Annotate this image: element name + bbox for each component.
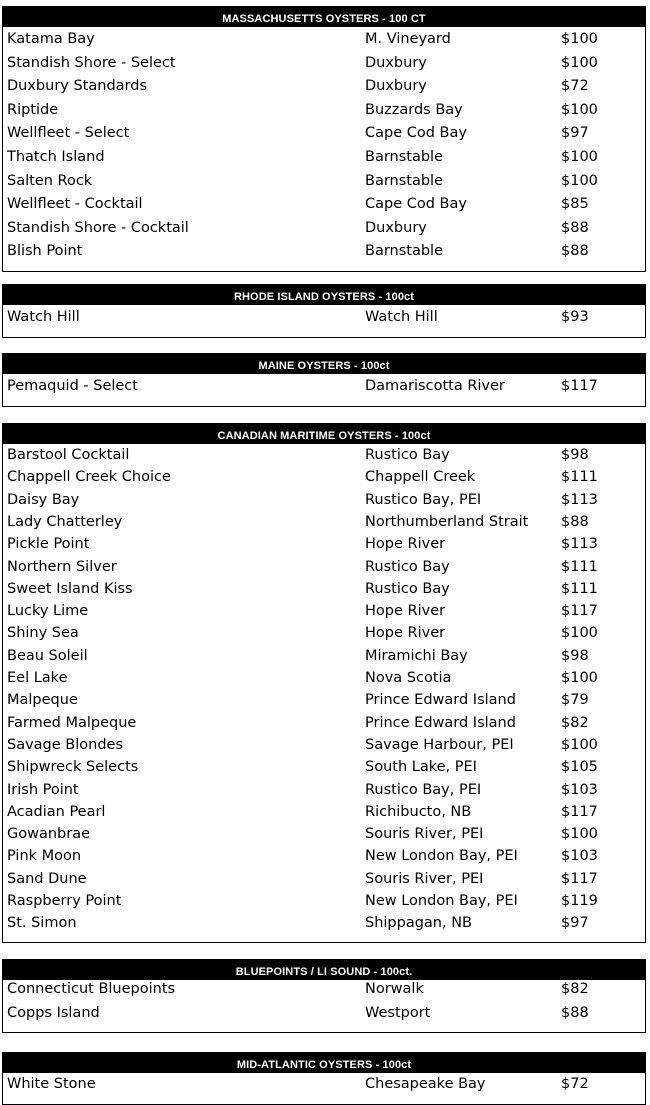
oyster-name: Beau Soleil <box>7 647 88 664</box>
oyster-price: $72 <box>561 78 589 95</box>
list-item <box>3 826 645 848</box>
oyster-origin: Watch Hill <box>365 309 438 325</box>
list-item <box>3 55 645 79</box>
oyster-price: $93 <box>561 309 589 325</box>
list-item <box>3 243 645 267</box>
list-item <box>3 149 645 173</box>
list-item <box>3 692 645 714</box>
section-rows <box>3 27 645 271</box>
oyster-name: Eel Lake <box>7 670 68 686</box>
oyster-origin: New London Bay, PEI <box>365 848 518 865</box>
oyster-price: $117 <box>561 603 598 620</box>
oyster-name: Gowanbrae <box>7 826 91 843</box>
oyster-origin: Chesapeake Bay <box>365 1076 486 1092</box>
oyster-price: $117 <box>561 870 598 887</box>
list-item <box>3 848 645 870</box>
list-item <box>3 915 645 937</box>
oyster-price: $113 <box>561 491 598 508</box>
list-item <box>3 469 645 491</box>
oyster-origin: Hope River <box>365 625 446 642</box>
oyster-origin: Norwalk <box>365 981 424 997</box>
oyster-name: Pink Moon <box>7 848 82 865</box>
oyster-price: $85 <box>561 196 589 213</box>
oyster-origin: Chappell Creek <box>365 469 476 486</box>
section-rows <box>3 980 645 1032</box>
oyster-origin: Richibucto, NB <box>365 803 472 820</box>
oyster-price: $100 <box>561 172 598 189</box>
oyster-origin: Rustico Bay <box>365 580 450 597</box>
oyster-name: Irish Point <box>7 781 79 798</box>
list-item <box>3 715 645 737</box>
section-title: MASSACHUSETTS OYSTERS - 100 CT <box>3 7 645 27</box>
oyster-price: $117 <box>561 378 598 394</box>
oyster-origin: Savage Harbour, PEI <box>365 736 514 753</box>
list-item <box>3 871 645 893</box>
oyster-name: Northern Silver <box>7 558 117 575</box>
oyster-origin: Barnstable <box>365 149 444 165</box>
list-item <box>3 603 645 625</box>
oyster-origin: Damariscotta River <box>365 378 505 394</box>
oyster-price: $111 <box>561 580 598 597</box>
oyster-origin: New London Bay, PEI <box>365 893 518 909</box>
list-item <box>3 670 645 692</box>
section-title: CANADIAN MARITIME OYSTERS - 100ct <box>3 424 645 444</box>
oyster-price: $100 <box>561 670 598 686</box>
list-item <box>3 1076 645 1100</box>
section-title: RHODE ISLAND OYSTERS - 100ct <box>3 285 645 305</box>
oyster-price: $98 <box>561 447 589 463</box>
list-item <box>3 981 645 1005</box>
oyster-name: Watch Hill <box>7 309 80 325</box>
list-item <box>3 309 645 333</box>
section-canadian-maritime-oysters <box>2 423 646 943</box>
oyster-price: $100 <box>561 625 598 642</box>
oyster-name: St. Simon <box>7 915 77 932</box>
oyster-price: $79 <box>561 692 589 709</box>
oyster-origin: Hope River <box>365 536 446 553</box>
oyster-origin: Duxbury <box>365 219 427 236</box>
oyster-origin: Duxbury <box>365 78 427 95</box>
list-item <box>3 648 645 670</box>
list-item <box>3 804 645 826</box>
oyster-origin: Miramichi Bay <box>365 647 468 664</box>
oyster-origin: Buzzards Bay <box>365 101 463 118</box>
oyster-price: $100 <box>561 31 598 47</box>
section-bluepoints-li-sound <box>2 959 646 1033</box>
oyster-price: $100 <box>561 101 598 118</box>
oyster-name: Sweet Island Kiss <box>7 580 133 597</box>
oyster-origin: Souris River, PEI <box>365 826 484 843</box>
oyster-name: Standish Shore - Cocktail <box>7 219 189 236</box>
oyster-price: $88 <box>561 243 589 260</box>
list-item <box>3 220 645 244</box>
oyster-price: $88 <box>561 1004 589 1021</box>
oyster-origin: Barnstable <box>365 243 444 260</box>
list-item <box>3 514 645 536</box>
oyster-price: $113 <box>561 536 598 553</box>
oyster-price: $105 <box>561 759 598 776</box>
oyster-price: $82 <box>561 981 589 997</box>
oyster-origin: Cape Cod Bay <box>365 196 467 213</box>
section-rows <box>3 305 645 337</box>
section-massachusetts-oysters <box>2 6 646 272</box>
oyster-origin: Shippagan, NB <box>365 915 473 932</box>
oyster-name: Barstool Cocktail <box>7 447 130 463</box>
oyster-origin: Prince Edward Island <box>365 692 516 709</box>
oyster-name: Savage Blondes <box>7 736 124 753</box>
oyster-price: $103 <box>561 848 598 865</box>
oyster-origin: Souris River, PEI <box>365 870 484 887</box>
list-item <box>3 378 645 402</box>
list-item <box>3 173 645 197</box>
oyster-name: Blish Point <box>7 243 83 260</box>
oyster-origin: Rustico Bay, PEI <box>365 491 482 508</box>
oyster-origin: Westport <box>365 1004 431 1021</box>
oyster-name: Raspberry Point <box>7 893 122 909</box>
oyster-origin: Barnstable <box>365 172 444 189</box>
oyster-name: Pemaquid - Select <box>7 378 138 394</box>
oyster-price: $98 <box>561 647 589 664</box>
oyster-price: $100 <box>561 736 598 753</box>
list-item <box>3 759 645 781</box>
oyster-origin: Northumberland Strait <box>365 513 529 530</box>
oyster-name: Katama Bay <box>7 31 95 47</box>
oyster-name: Salten Rock <box>7 172 93 189</box>
oyster-origin: M. Vineyard <box>365 31 451 47</box>
section-title: BLUEPOINTS / LI SOUND - 100ct. <box>3 960 645 980</box>
oyster-price: $111 <box>561 558 598 575</box>
oyster-price: $100 <box>561 54 598 71</box>
list-item <box>3 581 645 603</box>
oyster-origin: South Lake, PEI <box>365 759 477 776</box>
oyster-name: Connecticut Bluepoints <box>7 981 176 997</box>
oyster-price: $100 <box>561 826 598 843</box>
section-mid-atlantic-oysters <box>2 1052 646 1105</box>
oyster-name: Copps Island <box>7 1004 100 1021</box>
oyster-origin: Prince Edward Island <box>365 714 516 731</box>
list-item <box>3 536 645 558</box>
list-item <box>3 102 645 126</box>
section-rhode-island-oysters <box>2 284 646 338</box>
oyster-price: $97 <box>561 125 589 142</box>
oyster-price: $119 <box>561 893 598 909</box>
oyster-name: Thatch Island <box>7 149 105 165</box>
oyster-price: $88 <box>561 513 589 530</box>
oyster-origin: Rustico Bay <box>365 447 450 463</box>
list-item <box>3 1005 645 1029</box>
oyster-price: $82 <box>561 714 589 731</box>
oyster-name: Wellfleet - Cocktail <box>7 196 143 213</box>
oyster-name: Lady Chatterley <box>7 513 123 530</box>
oyster-price: $111 <box>561 469 598 486</box>
oyster-name: Daisy Bay <box>7 491 80 508</box>
oyster-name: Acadian Pearl <box>7 803 106 820</box>
oyster-origin: Duxbury <box>365 54 427 71</box>
oyster-name: White Stone <box>7 1076 96 1092</box>
oyster-price: $100 <box>561 149 598 165</box>
oyster-origin: Rustico Bay <box>365 558 450 575</box>
oyster-name: Riptide <box>7 101 59 118</box>
section-title: MID-ATLANTIC OYSTERS - 100ct <box>3 1053 645 1073</box>
oyster-name: Shiny Sea <box>7 625 79 642</box>
oyster-origin: Cape Cod Bay <box>365 125 467 142</box>
list-item <box>3 893 645 915</box>
list-item <box>3 737 645 759</box>
oyster-name: Malpeque <box>7 692 78 709</box>
list-item <box>3 125 645 149</box>
oyster-price: $88 <box>561 219 589 236</box>
list-item <box>3 31 645 55</box>
section-rows <box>3 444 645 942</box>
section-rows <box>3 374 645 406</box>
oyster-price: $97 <box>561 915 589 932</box>
oyster-name: Farmed Malpeque <box>7 714 137 731</box>
list-item <box>3 559 645 581</box>
list-item <box>3 196 645 220</box>
oyster-origin: Rustico Bay, PEI <box>365 781 482 798</box>
list-item <box>3 625 645 647</box>
oyster-name: Wellfleet - Select <box>7 125 130 142</box>
oyster-price: $117 <box>561 803 598 820</box>
list-item <box>3 78 645 102</box>
section-maine-oysters <box>2 353 646 407</box>
oyster-name: Shipwreck Selects <box>7 759 139 776</box>
oyster-name: Duxbury Standards <box>7 78 148 95</box>
list-item <box>3 782 645 804</box>
oyster-origin: Nova Scotia <box>365 670 452 686</box>
oyster-price: $103 <box>561 781 598 798</box>
oyster-origin: Hope River <box>365 603 446 620</box>
oyster-price: $72 <box>561 1076 589 1092</box>
section-title: MAINE OYSTERS - 100ct <box>3 354 645 374</box>
oyster-name: Lucky Lime <box>7 603 89 620</box>
oyster-name: Standish Shore - Select <box>7 54 176 71</box>
oyster-name: Chappell Creek Choice <box>7 469 171 486</box>
list-item <box>3 492 645 514</box>
oyster-name: Sand Dune <box>7 870 87 887</box>
oyster-name: Pickle Point <box>7 536 90 553</box>
list-item <box>3 447 645 469</box>
section-rows <box>3 1073 645 1104</box>
